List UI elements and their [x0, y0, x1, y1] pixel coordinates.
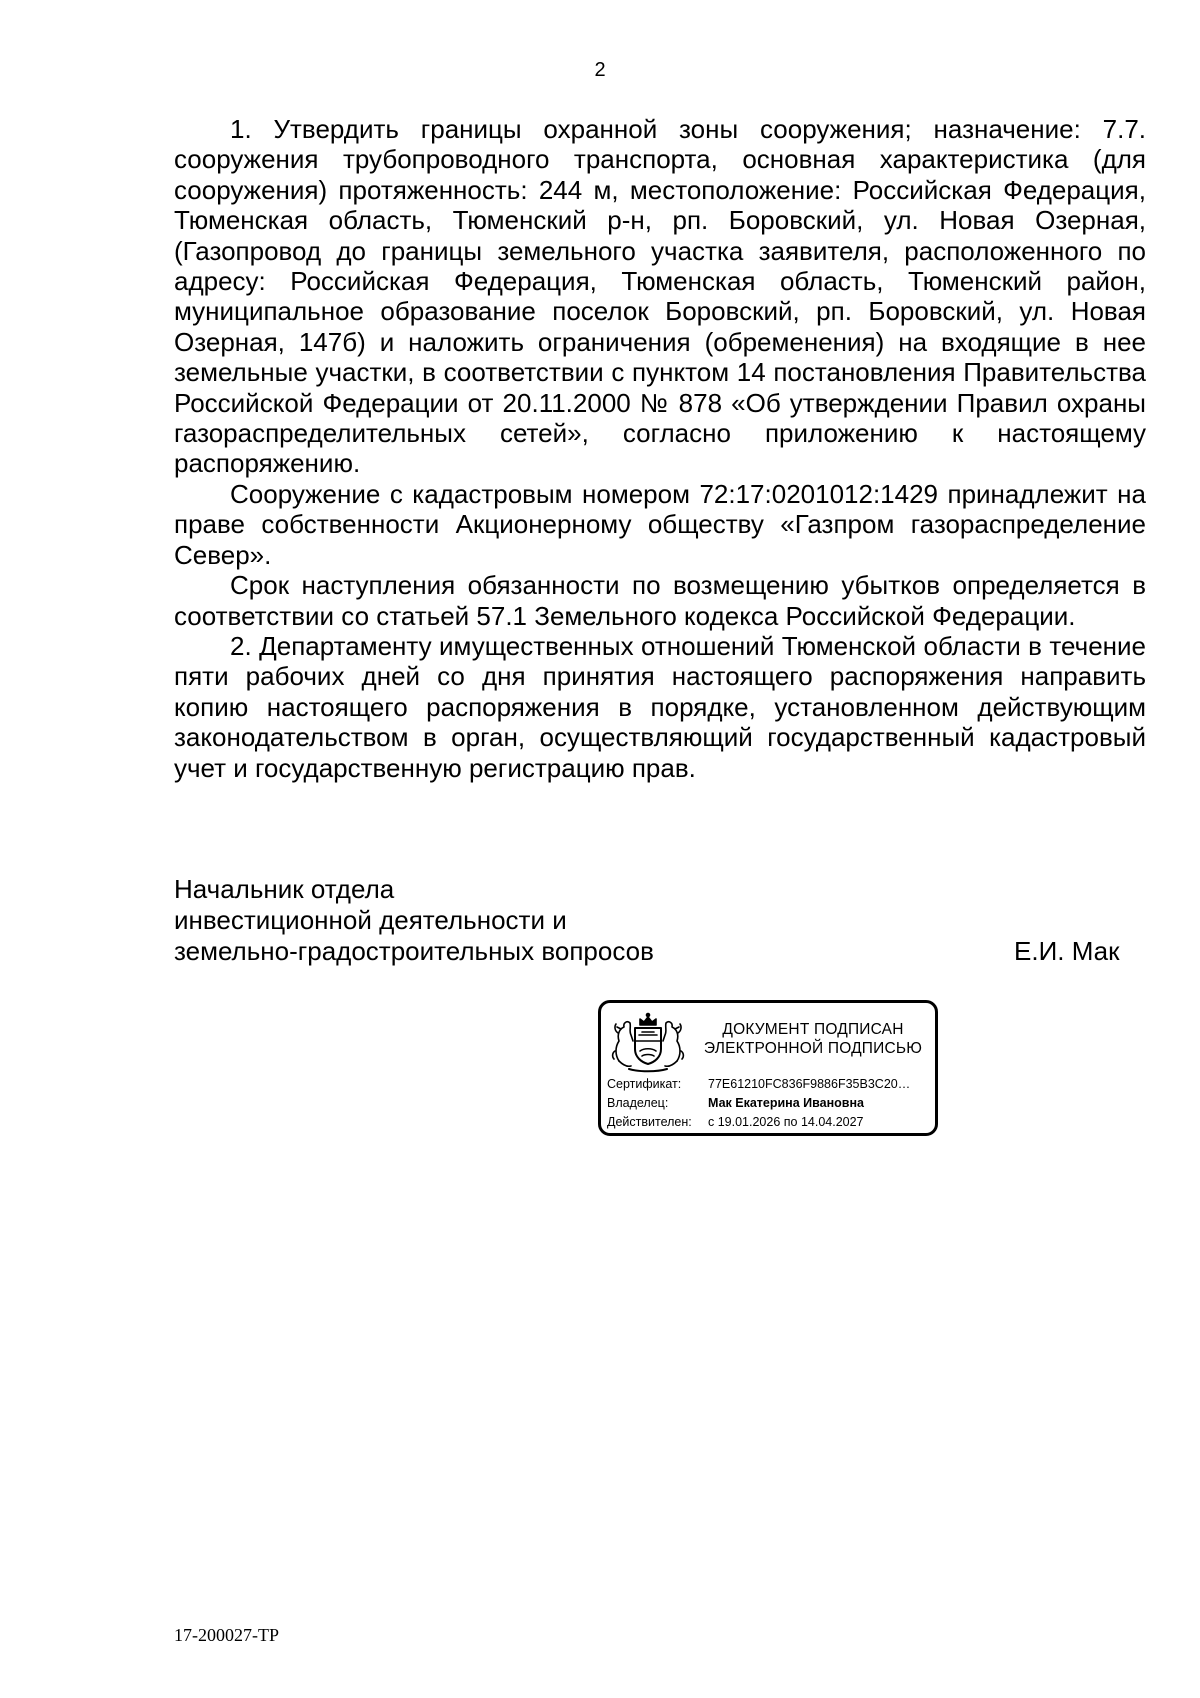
- stamp-row-label: Сертификат:: [607, 1077, 682, 1091]
- owner-value: Мак Екатерина Ивановна: [708, 1096, 864, 1110]
- validity-value: с 19.01.2026 по 14.04.2027: [708, 1115, 864, 1129]
- signatory-name: Е.И. Мак: [1014, 936, 1120, 966]
- stamp-details: [607, 1075, 937, 1132]
- paragraph-item-1: 1. Утвердить границы охранной зоны сооружения; назначение: 7.7. сооружения трубопроводного транспорта, основная характеристика (для сооружения) протяженность: 244 м, местоположение: Российская Федерация, Тюменская область, Тюменский р-н, рп. Боровский, ул. Новая Озерная, (Газопровод до границы земельного участка заявителя, расположенного по адресу: Российская Федерация, Тюменская область, Тюменский район, муниципальное образование поселок Боровский, рп. Боровский, ул. Новая Озерная, 147б) и наложить ограничения (обременения) на входящие в нее земельные участки, в соответствии с пунктом 14 постановления Правительства Российской Федерации от 20.11.2000 № 878 «Об утверждении Правил охраны газораспределительных сетей», согласно приложению к настоящему распоряжению.: [174, 114, 1146, 479]
- signatory-title: [174, 874, 1146, 967]
- coat-of-arms-icon: [609, 1011, 687, 1075]
- signatory-title-line: Начальник отдела: [174, 874, 395, 904]
- stamp-title-line: ДОКУМЕНТ ПОДПИСАН: [722, 1021, 904, 1038]
- stamp-title: [695, 1020, 931, 1058]
- page-number: 2: [594, 59, 606, 81]
- stamp-row-validity: [607, 1113, 937, 1132]
- document-code: 17-200027-ТР: [174, 1625, 279, 1645]
- stamp-row-certificate: [607, 1075, 937, 1094]
- stamp-title-line: ЭЛЕКТРОННОЙ ПОДПИСЬЮ: [703, 1040, 923, 1057]
- paragraph-compensation: Срок наступления обязанности по возмещению убытков определяется в соответствии со статьей 57.1 Земельного кодекса Российской Федерации.: [174, 570, 1146, 631]
- stamp-row-label: Владелец:: [607, 1096, 669, 1110]
- document-body: [174, 114, 1146, 783]
- signatory-title-line: инвестиционной деятельности и: [174, 905, 567, 935]
- paragraph-item-2: 2. Департаменту имущественных отношений Тюменской области в течение пяти рабочих дней со дня принятия настоящего распоряжения направить копию настоящего распоряжения в порядке, установленном действующим законодательством в орган, осуществляющий государственный кадастровый учет и государственную регистрацию прав.: [174, 630, 1146, 783]
- stamp-row-owner: [607, 1094, 937, 1113]
- paragraph-ownership: Сооружение с кадастровым номером 72:17:0201012:1429 принадлежит на праве собственности Акционерному обществу «Газпром газораспределение Север».: [174, 478, 1146, 570]
- electronic-signature-stamp: [598, 1000, 938, 1136]
- stamp-row-label: Действителен:: [607, 1115, 692, 1129]
- signatory-title-line: земельно-градостроительных вопросов: [174, 936, 654, 966]
- certificate-value: 77E61210FC836F9886F35B3C20…: [708, 1077, 911, 1091]
